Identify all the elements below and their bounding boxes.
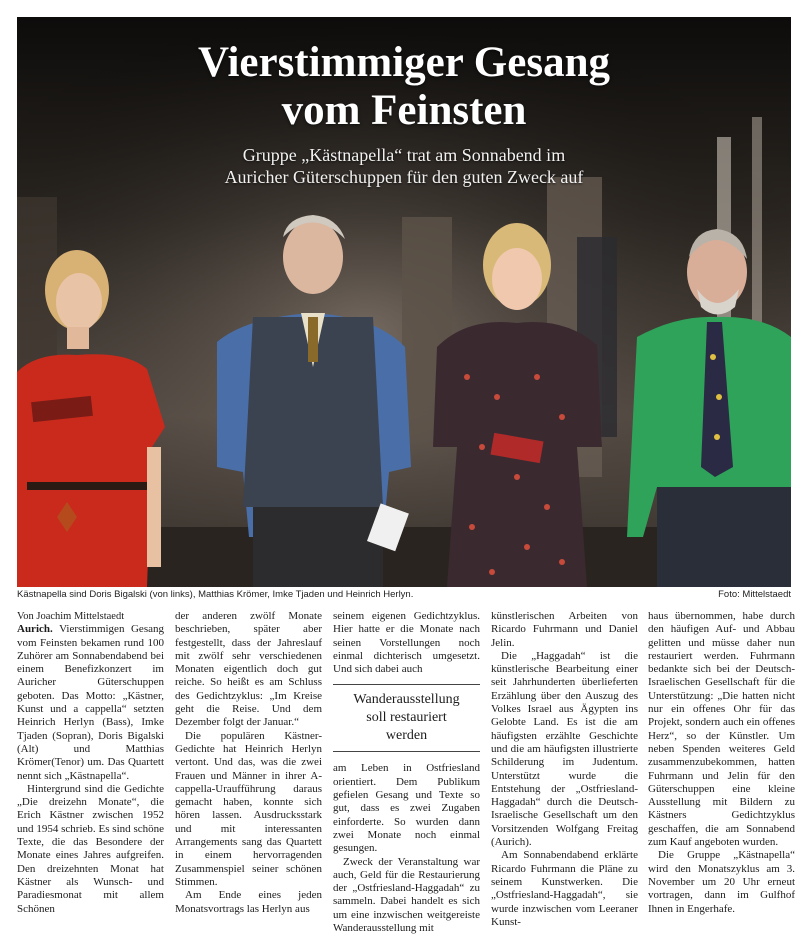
article-paragraph: Am Ende eines jeden Monatsvortrags las Herlyn aus xyxy=(175,889,322,915)
article-paragraph: der anderen zwölf Monate beschrieben, später aber festgestellt, dass der Jahreslauf mit zwölf sehr verschiedenen Monaten eigentlich doch gut reiche. So heißt es am Schluss des Gedichtzyklus: „Im Kreise geht die Reise. Und dem Dezember folgt der Januar.“ xyxy=(175,610,322,729)
headline-line-1: Vierstimmiger Gesang xyxy=(198,39,610,86)
article-paragraph: Zweck der Veranstaltung war auch, Geld für die Restaurierung der „Ostfriesland-Haggadah“ zu sammeln. Dabei handelt es sich um eine inzwischen weitgereiste Wanderausstellung mit xyxy=(333,855,480,935)
subheadline-line-1: Gruppe „Kästnapella“ trat am Sonnabend im xyxy=(242,145,566,165)
article-column-1 xyxy=(17,610,164,915)
article-paragraph: Die Gruppe „Kästnapella“ wird den Monatszyklus am 3. November um 20 Uhr erneut vortragen, dann im Gulfhof Ihnen in Engerhafe. xyxy=(648,849,795,915)
dateline-place: Aurich. xyxy=(17,623,53,636)
paragraph-text: Vierstimmigen Gesang vom Feinsten bekamen rund 100 Zuhörer am Sonnabendabend bei einem Benefizkonzert im Auricher Güterschuppen geboten. Das Motto: „Kästner, Kunst und a cappella“ setzten Heinrich Herlyn (Bass), Imke Tjaden (Sopran), Doris Bigalski (Alt) und Matthias Krömer(Tenor) um. Das Quartett nennt sich „Kästnapella“. xyxy=(17,623,164,782)
subheading-line-3: werden xyxy=(385,728,428,744)
article-paragraph: Am Sonnabendabend erklärte Ricardo Fuhrmann die Pläne zu seinem Kunstwerken. Die „Ostfriesland-Haggadah“, sie wurde inzwischen vom Leeraner Kunst- xyxy=(491,849,638,928)
photo-credit: Foto: Mittelstaedt xyxy=(718,589,791,600)
photo-caption: Kästnapella sind Doris Bigalski (von links), Matthias Krömer, Imke Tjaden und Heinrich Herlyn. xyxy=(17,589,414,600)
article-column-3 xyxy=(333,610,480,935)
article-paragraph: seinem eigenen Gedichtzyklus. Hier hatte er die Monate nach seinen Vorstellungen noch einmal dichterisch umgesetzt. Und sich dabei auch xyxy=(333,610,480,676)
article-paragraph: Hintergrund sind die Gedichte „Die dreizehn Monate“, die Erich Kästner zwischen 1952 und 1954 schrieb. Es sind schöne Texte, die das Besondere der Monate eines Jahres aufgreifen. Den dreizehnten Monat hat Kästner als Wunsch- und Paradiesmonat mit allem Schönen xyxy=(17,782,164,915)
article-paragraph: Die populären Kästner-Gedichte hat Heinrich Herlyn vertont. Und das, was die zwei Frauen und Männer in ihrer A-cappella-Uraufführung daraus gemacht haben, konnte sich hören lassen. Ausdrucksstark und mit interessanten Arrangements sang das Quartett in einem hervorragenden Zusammenspiel seiner schönen Stimmen. xyxy=(175,729,322,888)
headline-line-2: vom Feinsten xyxy=(281,87,527,134)
byline: Von Joachim Mittelstaedt xyxy=(17,611,125,622)
article-photo xyxy=(17,17,791,587)
article-column-4 xyxy=(491,610,638,928)
subheading-line-2: soll restauriert xyxy=(366,710,447,726)
article-paragraph: künstlerischen Arbeiten von Ricardo Fuhrmann und Daniel Jelin. xyxy=(491,610,638,649)
article-column-5 xyxy=(648,610,795,915)
article-paragraph: am Leben in Ostfriesland orientiert. Dem Publikum gefielen Gesang und Texte so gut, dass es zwei Zugaben einforderte. So wurden dann zwei Monate noch einmal gesungen. xyxy=(333,762,480,855)
subheading-line-1: Wanderausstellung xyxy=(353,692,460,708)
subheadline-line-2: Auricher Güterschuppen für den guten Zweck auf xyxy=(224,167,584,187)
article-paragraph: haus übernommen, habe durch den häufigen Auf- und Abbau gelitten und müsse daher nun restauriert werden. Fuhrmann bedankte sich bei der Deutsch-Israelischen Gesellschaft für die Unterstützung: „Die hatten nicht nur ein offenes Ohr für das Projekt, sondern auch ein offenes Herz“, so der Künstler. Um neben Spenden weiteres Geld zusammenzubekommen, hatten Fuhrmann und Jelin für den Güterschuppen eine kleine Ausstellung mit Bildern zu Kästners Gedichtzyklus geschaffen, die am Sonnabend zum Kauf angeboten wurden. xyxy=(648,610,795,849)
article-column-2 xyxy=(175,610,322,915)
article-paragraph xyxy=(17,623,164,783)
subheading-box xyxy=(333,684,480,752)
article-paragraph: Die „Haggadah“ ist die künstlerische Bearbeitung einer seit Jahrhunderten überlieferten Erzählung über den Auszug des Volkes Israel aus Ägypten ins Gelobte Land. Es ist die am häufigsten erzählte Geschichte und die am häufigsten illustrierte Schilderung im Judentum. Unterstützt wurde die Entstehung der „Ostfriesland-Haggadah“ durch die Deutsch-Israelische Gesellschaft um den Vorsitzenden Wolfgang Freitag (Aurich). xyxy=(491,649,638,849)
